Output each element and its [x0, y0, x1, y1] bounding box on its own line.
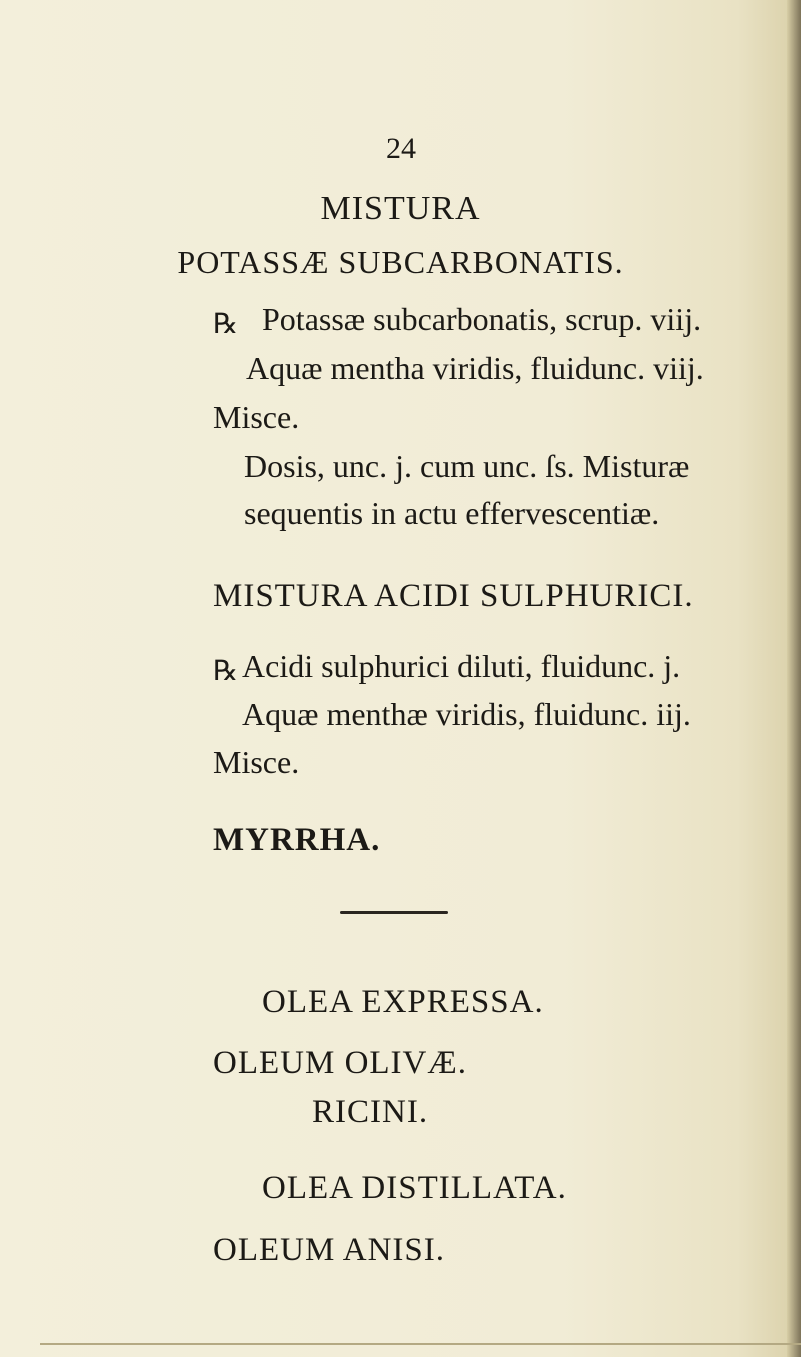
- heading-myrrha: MYRRHA.: [213, 822, 381, 858]
- heading-oleum-anisi: OLEUM ANISI.: [213, 1232, 445, 1268]
- recipe-2-rx-symbol: ℞: [213, 654, 239, 687]
- recipe-1-line-5: sequentis in actu effervescentiæ.: [244, 495, 660, 531]
- recipe-2-line-3: Misce.: [213, 744, 300, 780]
- recipe-2-line-1: Acidi sulphurici diluti, fluidunc. j.: [242, 648, 681, 684]
- title-line-1: MISTURA: [320, 190, 481, 227]
- heading-olea-expressa: OLEA EXPRESSA.: [262, 984, 544, 1020]
- page-number: 24: [386, 132, 416, 165]
- heading-olea-distillata: OLEA DISTILLATA.: [262, 1170, 567, 1206]
- heading-ricini: RICINI.: [312, 1094, 429, 1130]
- recipe-1-line-4: Dosis, unc. j. cum unc. ſs. Misturæ: [244, 448, 690, 484]
- heading-mistura-acidi-sulphurici: MISTURA ACIDI SULPHURICI.: [213, 578, 694, 614]
- title-line-2: POTASSÆ SUBCARBONATIS.: [177, 244, 624, 280]
- bottom-border-line: [40, 1343, 801, 1345]
- recipe-1-line-3: Misce.: [213, 399, 300, 435]
- recipe-1-line-2: Aquæ mentha viridis, fluidunc. viij.: [246, 350, 704, 386]
- heading-oleum-olivae: OLEUM OLIVÆ.: [213, 1045, 467, 1081]
- recipe-1-line-1: Potassæ subcarbonatis, scrup. viij.: [262, 301, 702, 337]
- section-divider-rule: [340, 911, 448, 914]
- recipe-2-line-2: Aquæ menthæ viridis, fluidunc. iij.: [242, 696, 691, 732]
- recipe-1-rx-symbol: ℞: [213, 307, 239, 340]
